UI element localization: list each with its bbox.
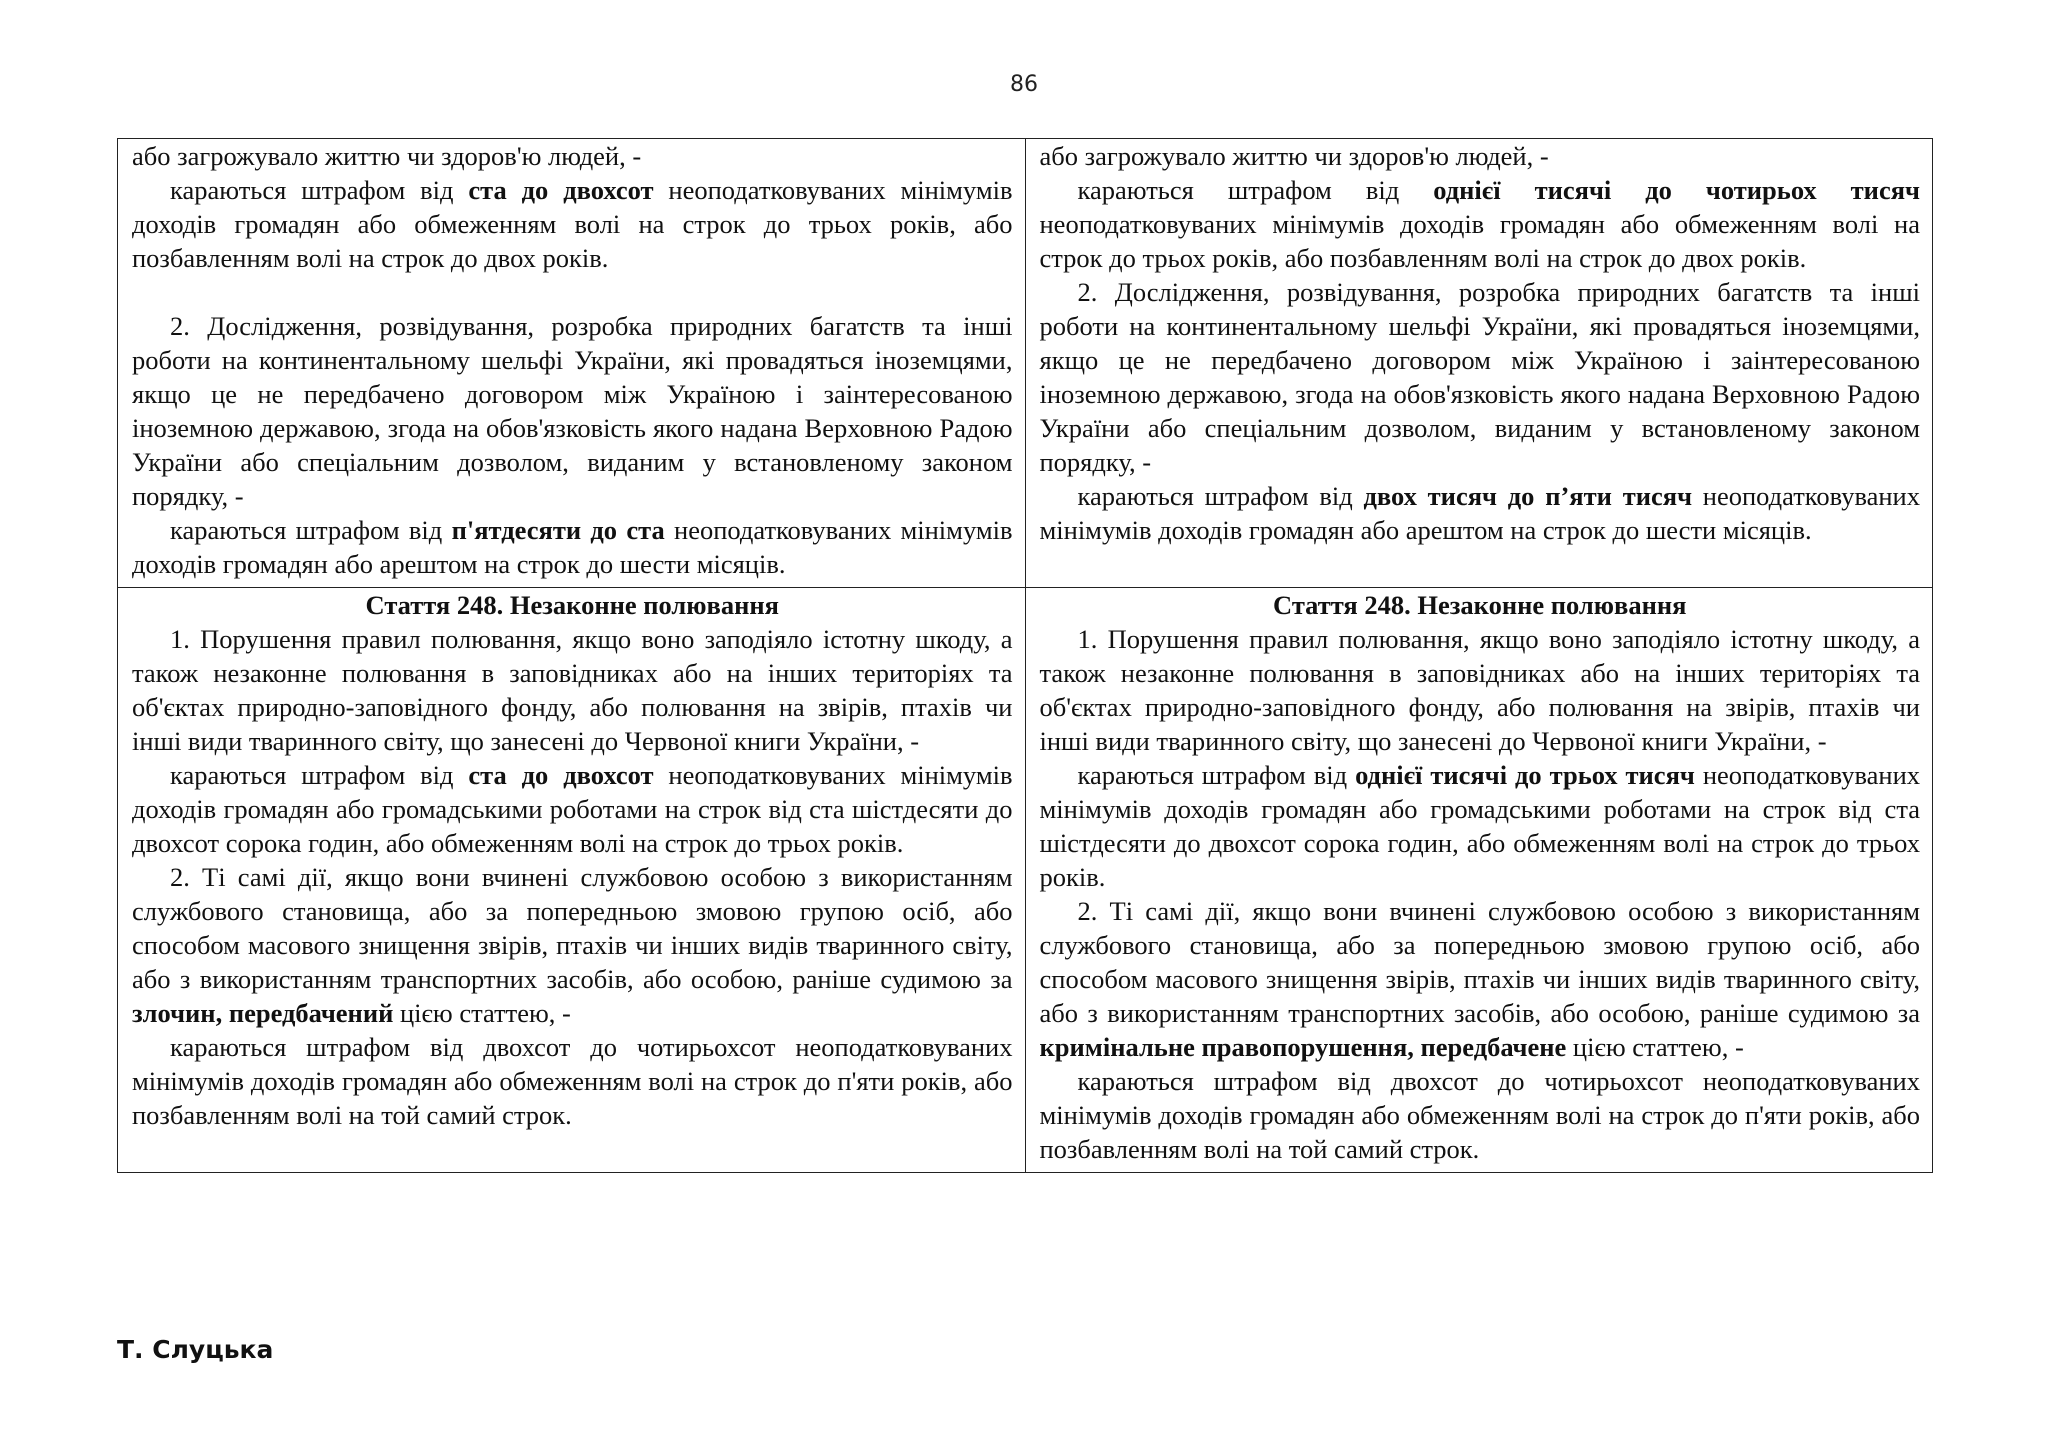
comparison-table-body xyxy=(118,139,1933,1173)
text-run: неоподатковуваних мінімумів доходів громадян або арештом на строк до шести місяців. xyxy=(132,515,1013,579)
bold-text-run: однієї тисячі до чотирьох тисяч xyxy=(1433,175,1920,205)
paragraph xyxy=(132,173,1013,275)
paragraph xyxy=(1040,139,1921,173)
paragraph xyxy=(132,860,1013,1030)
bold-text-run: однієї тисячі до трьох тисяч xyxy=(1355,760,1695,790)
current-text-cell xyxy=(118,139,1026,588)
text-run: караються штрафом від xyxy=(170,175,469,205)
table-row xyxy=(118,588,1933,1173)
paragraph xyxy=(1040,173,1921,275)
bold-text-run: злочин, передбачений xyxy=(132,998,394,1028)
text-run: караються штрафом від двохсот до чотирьохсот неоподатковуваних мінімумів доходів громадян або обмеженням волі на строк до п'яти років, або позбавленням волі на той самий строк. xyxy=(132,1032,1013,1130)
current-text-cell xyxy=(118,588,1026,1173)
paragraph xyxy=(1040,479,1921,547)
text-run: або загрожувало життю чи здоров'ю людей, - xyxy=(132,141,642,171)
paragraph xyxy=(132,513,1013,581)
author-signature: Т. Слуцька xyxy=(117,1335,274,1364)
paragraph xyxy=(1040,1064,1921,1166)
comparison-table xyxy=(117,138,1933,1173)
page-number: 86 xyxy=(1010,72,1038,97)
article-title xyxy=(1040,588,1921,622)
text-run: неоподатковуваних мінімумів доходів громадян або обмеженням волі на строк до трьох років, або позбавленням волі на строк до двох років. xyxy=(132,175,1013,273)
bold-text-run: двох тисяч до п’яти тисяч xyxy=(1363,481,1693,511)
text-run: неоподатковуваних мінімумів доходів громадян або обмеженням волі на строк до трьох років, або позбавленням волі на строк до двох років. xyxy=(1039,209,1920,273)
bold-text-run: кримінальне правопорушення, передбачене xyxy=(1039,1032,1567,1062)
text-run: Стаття 248. Незаконне полювання xyxy=(365,590,779,620)
text-run: цією статтею, - xyxy=(393,998,571,1028)
bold-text-run: п'ятдесяти до ста xyxy=(451,515,665,545)
text-run: неоподатковуваних мінімумів доходів громадян або громадськими роботами на строк від ста шістдесяти до двохсот сорока годин, або обмеженням волі на строк до трьох років. xyxy=(132,760,1013,858)
bold-text-run: ста до двохсот xyxy=(468,760,654,790)
text-run: караються штрафом від двохсот до чотирьохсот неоподатковуваних мінімумів доходів громадян або обмеженням волі на строк до п'яти років, або позбавленням волі на той самий строк. xyxy=(1039,1066,1920,1164)
text-run: Стаття 248. Незаконне полювання xyxy=(1273,590,1687,620)
paragraph xyxy=(1040,894,1921,1064)
paragraph xyxy=(132,1030,1013,1132)
paragraph xyxy=(132,758,1013,860)
paragraph xyxy=(132,139,1013,173)
text-run: неоподатковуваних мінімумів доходів громадян або громадськими роботами на строк від ста шістдесяти до двохсот сорока годин, або обмеженням волі на строк до трьох років. xyxy=(1039,760,1920,892)
bold-text-run: ста до двохсот xyxy=(468,175,654,205)
proposed-text-cell xyxy=(1025,139,1933,588)
text-run: караються штрафом від xyxy=(1077,481,1364,511)
paragraph xyxy=(1040,275,1921,479)
text-run: 1. Порушення правил полювання, якщо воно заподіяло істотну шкоду, а також незаконне полювання в заповідниках або на інших територіях та об'єктах природно-заповідного фонду, або полювання на звірів, птахів чи інші види тваринного світу, що занесені до Червоної книги України, - xyxy=(1039,624,1920,756)
text-run: караються штрафом від xyxy=(170,760,469,790)
paragraph xyxy=(1040,758,1921,894)
text-run: 2. Дослідження, розвідування, розробка природних багатств та інші роботи на континентальному шельфі України, які провадяться іноземцями, якщо це не передбачено договором між Україною і заінтересованою іноземною державою, згода на обов'язковість якого надана Верховною Радою України або спеціальним дозволом, виданим у встановленому законом порядку, - xyxy=(1039,277,1920,477)
text-run: 2. Ті самі дії, якщо вони вчинені службовою особою з використанням службового становища, або за попередньою змовою групою осіб, або способом масового знищення звірів, птахів чи інших видів тваринного світу, або з використанням транспортних засобів, або особою, раніше судимою за xyxy=(1039,896,1920,1028)
article-title xyxy=(132,588,1013,622)
text-run: 2. Дослідження, розвідування, розробка природних багатств та інші роботи на континентальному шельфі України, які провадяться іноземцями, якщо це не передбачено договором між Україною і заінтересованою іноземною державою, згода на обов'язковість якого надана Верховною Радою України або спеціальним дозволом, виданим у встановленому законом порядку, - xyxy=(132,311,1013,511)
paragraph xyxy=(132,309,1013,513)
text-run: або загрожувало життю чи здоров'ю людей, - xyxy=(1039,141,1549,171)
text-run: цією статтею, - xyxy=(1566,1032,1744,1062)
paragraph xyxy=(1040,622,1921,758)
text-run: караються штрафом від xyxy=(170,515,452,545)
proposed-text-cell xyxy=(1025,588,1933,1173)
table-row xyxy=(118,139,1933,588)
paragraph xyxy=(132,622,1013,758)
text-run: караються штрафом від xyxy=(1077,175,1434,205)
text-run: 1. Порушення правил полювання, якщо воно заподіяло істотну шкоду, а також незаконне полювання в заповідниках або на інших територіях та об'єктах природно-заповідного фонду, або полювання на звірів, птахів чи інші види тваринного світу, що занесені до Червоної книги України, - xyxy=(132,624,1013,756)
text-run: караються штрафом від xyxy=(1077,760,1356,790)
text-run: 2. Ті самі дії, якщо вони вчинені службовою особою з використанням службового становища, або за попередньою змовою групою осіб, або способом масового знищення звірів, птахів чи інших видів тваринного світу, або з використанням транспортних засобів, або особою, раніше судимою за xyxy=(132,862,1013,994)
text-run: неоподатковуваних мінімумів доходів громадян або арештом на строк до шести місяців. xyxy=(1039,481,1920,545)
